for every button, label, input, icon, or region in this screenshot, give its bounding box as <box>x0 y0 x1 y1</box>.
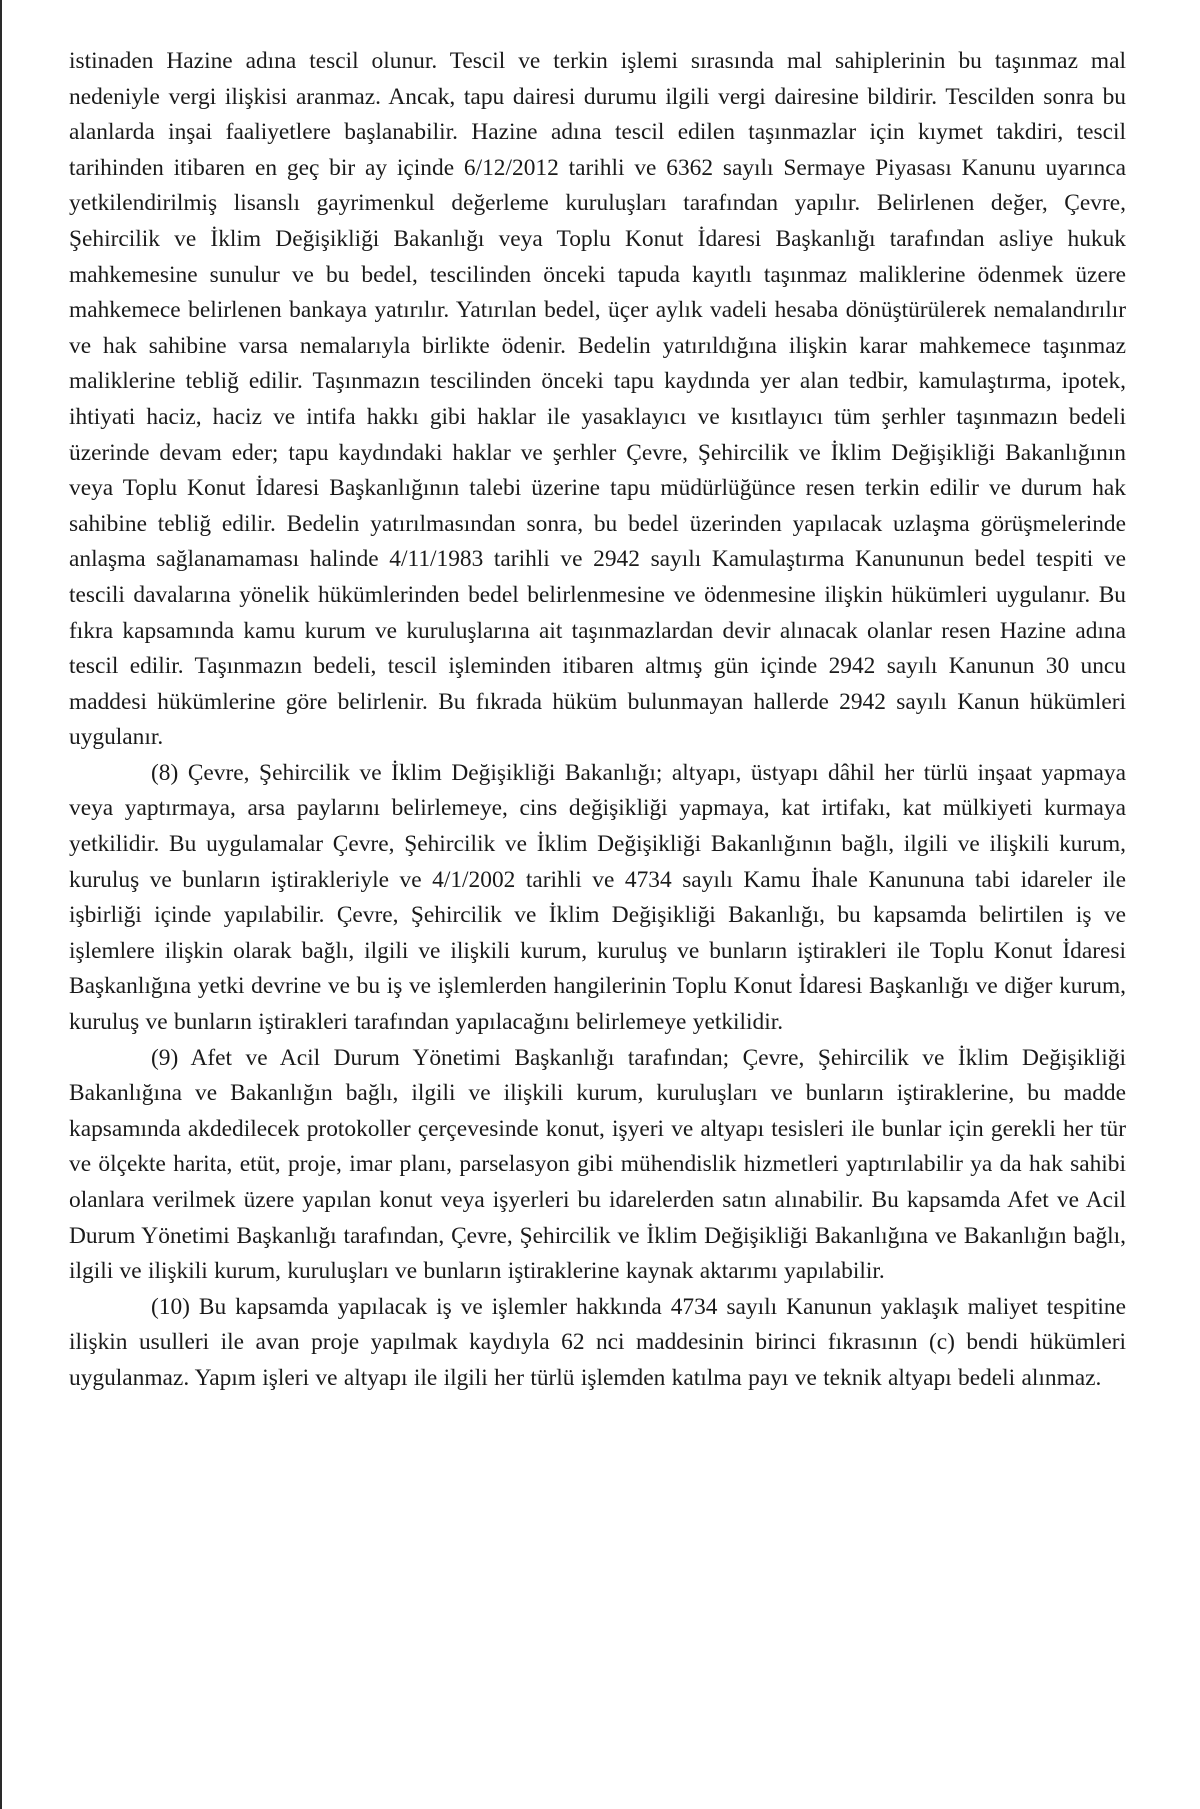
page-left-border <box>0 0 2 1809</box>
document-body <box>69 44 1126 1397</box>
paragraph-clause-10: (10) Bu kapsamda yapılacak iş ve işlemler hakkında 4734 sayılı Kanunun yaklaşık maliyet tespitine ilişkin usulleri ile avan proje yapılmak kaydıyla 62 nci maddesinin birinci fıkrasının (c) bendi hükümleri uygulanmaz. Yapım işleri ve altyapı ile ilgili her türlü işlemden katılma payı ve teknik altyapı bedeli alınmaz. <box>69 1293 1126 1391</box>
paragraph-continuation: istinaden Hazine adına tescil olunur. Tescil ve terkin işlemi sırasında mal sahiplerinin bu taşınmaz mal nedeniyle vergi ilişkisi aranmaz. Ancak, tapu dairesi durumu ilgili vergi dairesine bildirir. Tescilden sonra bu alanlarda inşai faaliyetlere başlanabilir. Hazine adına tescil edilen taşınmazlar için kıymet takdiri, tescil tarihinden itibaren en geç bir ay içinde 6/12/2012 tarihli ve 6362 sayılı Sermaye Piyasası Kanunu uyarınca yetkilendirilmiş lisanslı gayrimenkul değerleme kuruluşları tarafından yapılır. Belirlenen değer, Çevre, Şehircilik ve İklim Değişikliği Bakanlığı veya Toplu Konut İdaresi Başkanlığı tarafından asliye hukuk mahkemesine sunulur ve bu bedel, tescilinden önceki tapuda kayıtlı taşınmaz maliklerine ödenmek üzere mahkemece belirlenen bankaya yatırılır. Yatırılan bedel, üçer aylık vadeli hesaba dönüştürülerek nemalandırılır ve hak sahibine varsa nemalarıyla birlikte ödenir. Bedelin yatırıldığına ilişkin karar mahkemece taşınmaz maliklerine tebliğ edilir. Taşınmazın tescilinden önceki tapu kaydında yer alan tedbir, kamulaştırma, ipotek, ihtiyati haciz, haciz ve intifa hakkı gibi haklar ile yasaklayıcı ve kısıtlayıcı tüm şerhler taşınmazın bedeli üzerinde devam eder; tapu kaydındaki haklar ve şerhler Çevre, Şehircilik ve İklim Değişikliği Bakanlığının veya Toplu Konut İdaresi Başkanlığının talebi üzerine tapu müdürlüğünce resen terkin edilir ve durum hak sahibine tebliğ edilir. Bedelin yatırılmasından sonra, bu bedel üzerinden yapılacak uzlaşma görüşmelerinde anlaşma sağlanamaması halinde 4/11/1983 tarihli ve 2942 sayılı Kamulaştırma Kanununun bedel tespiti ve tescili davalarına yönelik hükümlerinden bedel belirlenmesine ve ödenmesine ilişkin hükümleri uygulanır. Bu fıkra kapsamında kamu kurum ve kuruluşlarına ait taşınmazlardan devir alınacak olanlar resen Hazine adına tescil edilir. Taşınmazın bedeli, tescil işleminden itibaren altmış gün içinde 2942 sayılı Kanunun 30 uncu maddesi hükümlerine göre belirlenir. Bu fıkrada hüküm bulunmayan hallerde 2942 sayılı Kanun hükümleri uygulanır. <box>69 48 1126 751</box>
paragraph-clause-8: (8) Çevre, Şehircilik ve İklim Değişikliği Bakanlığı; altyapı, üstyapı dâhil her türlü inşaat yapmaya veya yaptırmaya, arsa paylarını belirlemeye, cins değişikliği yapmaya, kat irtifakı, kat mülkiyeti kurmaya yetkilidir. Bu uygulamalar Çevre, Şehircilik ve İklim Değişikliği Bakanlığının bağlı, ilgili ve ilişkili kurum, kuruluş ve bunların iştirakleriyle ve 4/1/2002 tarihli ve 4734 sayılı Kamu İhale Kanununa tabi idareler ile işbirliği içinde yapılabilir. Çevre, Şehircilik ve İklim Değişikliği Bakanlığı, bu kapsamda belirtilen iş ve işlemlere ilişkin olarak bağlı, ilgili ve ilişkili kurum, kuruluş ve bunların iştirakleri ile Toplu Konut İdaresi Başkanlığına yetki devrine ve bu iş ve işlemlerden hangilerinin Toplu Konut İdaresi Başkanlığı ve diğer kurum, kuruluş ve bunların iştirakleri tarafından yapılacağını belirlemeye yetkilidir. <box>69 759 1126 1036</box>
paragraph-clause-9: (9) Afet ve Acil Durum Yönetimi Başkanlığı tarafından; Çevre, Şehircilik ve İklim Değişikliği Bakanlığına ve Bakanlığın bağlı, ilgili ve ilişkili kurum, kuruluşları ve bunların iştiraklerine, bu madde kapsamında akdedilecek protokoller çerçevesinde konut, işyeri ve altyapı tesisleri ile bunlar için gerekli her tür ve ölçekte harita, etüt, proje, imar planı, parselasyon gibi mühendislik hizmetleri yaptırılabilir ya da hak sahibi olanlara verilmek üzere yapılan konut veya işyerleri bu idarelerden satın alınabilir. Bu kapsamda Afet ve Acil Durum Yönetimi Başkanlığı tarafından, Çevre, Şehircilik ve İklim Değişikliği Bakanlığına ve Bakanlığın bağlı, ilgili ve ilişkili kurum, kuruluşları ve bunların iştiraklerine kaynak aktarımı yapılabilir. <box>69 1044 1126 1285</box>
